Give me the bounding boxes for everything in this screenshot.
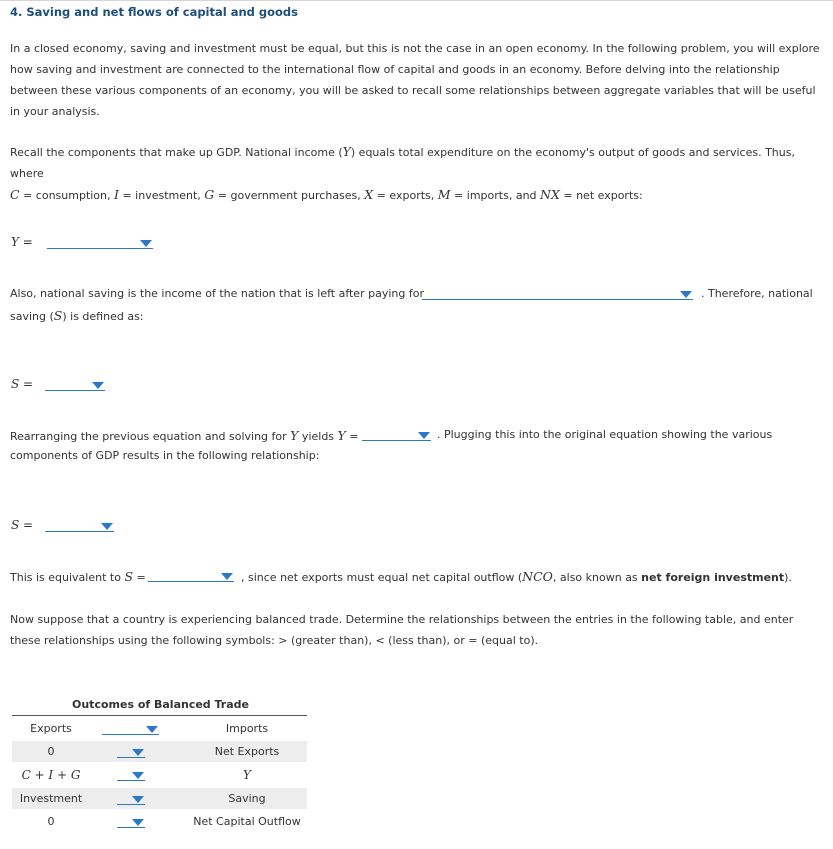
row-right-value: Saving <box>228 792 266 805</box>
y-rearranged-dropdown[interactable] <box>362 428 431 441</box>
s-equation-dropdown-1[interactable] <box>45 378 105 391</box>
saving-text-a: Also, national saving is the income of the nation that is left after paying for <box>10 287 424 300</box>
row-right-value: Imports <box>225 722 269 735</box>
table-row <box>12 741 307 762</box>
equivalent-text-a: This is equivalent to S = <box>10 569 146 584</box>
row-right-value: Net Exports <box>214 745 280 758</box>
rearrange-text-b: . Plugging this into the original equation showing the various <box>437 428 773 441</box>
caret-down-icon <box>92 382 104 389</box>
caret-down-icon <box>418 432 430 439</box>
top-divider <box>0 0 833 1</box>
relation-dropdown[interactable] <box>117 815 145 828</box>
rearrange-text-c: components of GDP results in the following relationship: <box>10 449 320 462</box>
row-left-value: Exports <box>30 722 72 735</box>
s-equation-label-1: S = <box>11 377 34 391</box>
row-left-value: Investment <box>19 792 83 805</box>
rearrange-text-a: Rearranging the previous equation and solving for Y yields Y = <box>10 428 359 443</box>
caret-down-icon <box>132 819 144 826</box>
relation-dropdown[interactable] <box>117 745 145 758</box>
caret-down-icon <box>680 291 692 298</box>
caret-down-icon <box>140 240 152 247</box>
s-equation-dropdown-2[interactable] <box>45 519 114 532</box>
row-right-value: Net Capital Outflow <box>193 815 301 828</box>
caret-down-icon <box>132 796 144 803</box>
table-row <box>12 811 307 832</box>
question-title: 4. Saving and net flows of capital and goods <box>10 5 298 19</box>
paying-for-dropdown[interactable] <box>422 287 693 300</box>
row-left-value: C + I + G <box>21 768 81 782</box>
balanced-trade-paragraph: Now suppose that a country is experiencing balanced trade. Determine the relationships between the entries in the following table, and enter these relationships using the following symbols: > (greater than), < (less than), or = (equal to). <box>10 613 794 647</box>
table-header-rule <box>12 715 307 716</box>
y-equation-dropdown[interactable] <box>47 236 153 249</box>
row-right-value: Y <box>243 768 251 782</box>
caret-down-icon <box>146 726 158 733</box>
equivalent-text-b: , since net exports must equal net capital outflow (NCO, also known as net foreign investment). <box>241 569 792 584</box>
row-left-value: 0 <box>47 815 55 828</box>
relation-dropdown[interactable] <box>117 792 145 805</box>
caret-down-icon <box>221 573 233 580</box>
row-left-value: 0 <box>47 745 55 758</box>
saving-text-c: saving (S) is defined as: <box>10 308 144 323</box>
table-title: Outcomes of Balanced Trade <box>72 698 249 711</box>
saving-text-b: . Therefore, national <box>701 287 813 300</box>
relation-dropdown[interactable] <box>117 768 145 781</box>
s-equation-label-2: S = <box>11 518 34 532</box>
caret-down-icon <box>132 772 144 779</box>
table-row <box>12 718 307 739</box>
recall-paragraph: Recall the components that make up GDP. National income (Y) equals total expenditure on the economy's output of goods and services. Thus, where C = consumption, I = investment, G = government purchases, X = exports, M = imports, and NX = net exports: <box>10 144 795 202</box>
s-equivalent-dropdown[interactable] <box>148 569 234 582</box>
table-row <box>12 788 307 809</box>
intro-paragraph: In a closed economy, saving and investment must be equal, but this is not the case in an open economy. In the following problem, you will explore how saving and investment are connected to the international flow of capital and goods in an economy. Before delving into the relationship between these various components of an economy, you will be asked to recall some relationships between aggregate variables that will be useful in your analysis. <box>10 42 820 118</box>
caret-down-icon <box>101 523 113 530</box>
caret-down-icon <box>132 749 144 756</box>
relation-dropdown[interactable] <box>102 722 159 735</box>
y-equation-label: Y = <box>11 235 33 249</box>
table-row <box>12 764 307 785</box>
